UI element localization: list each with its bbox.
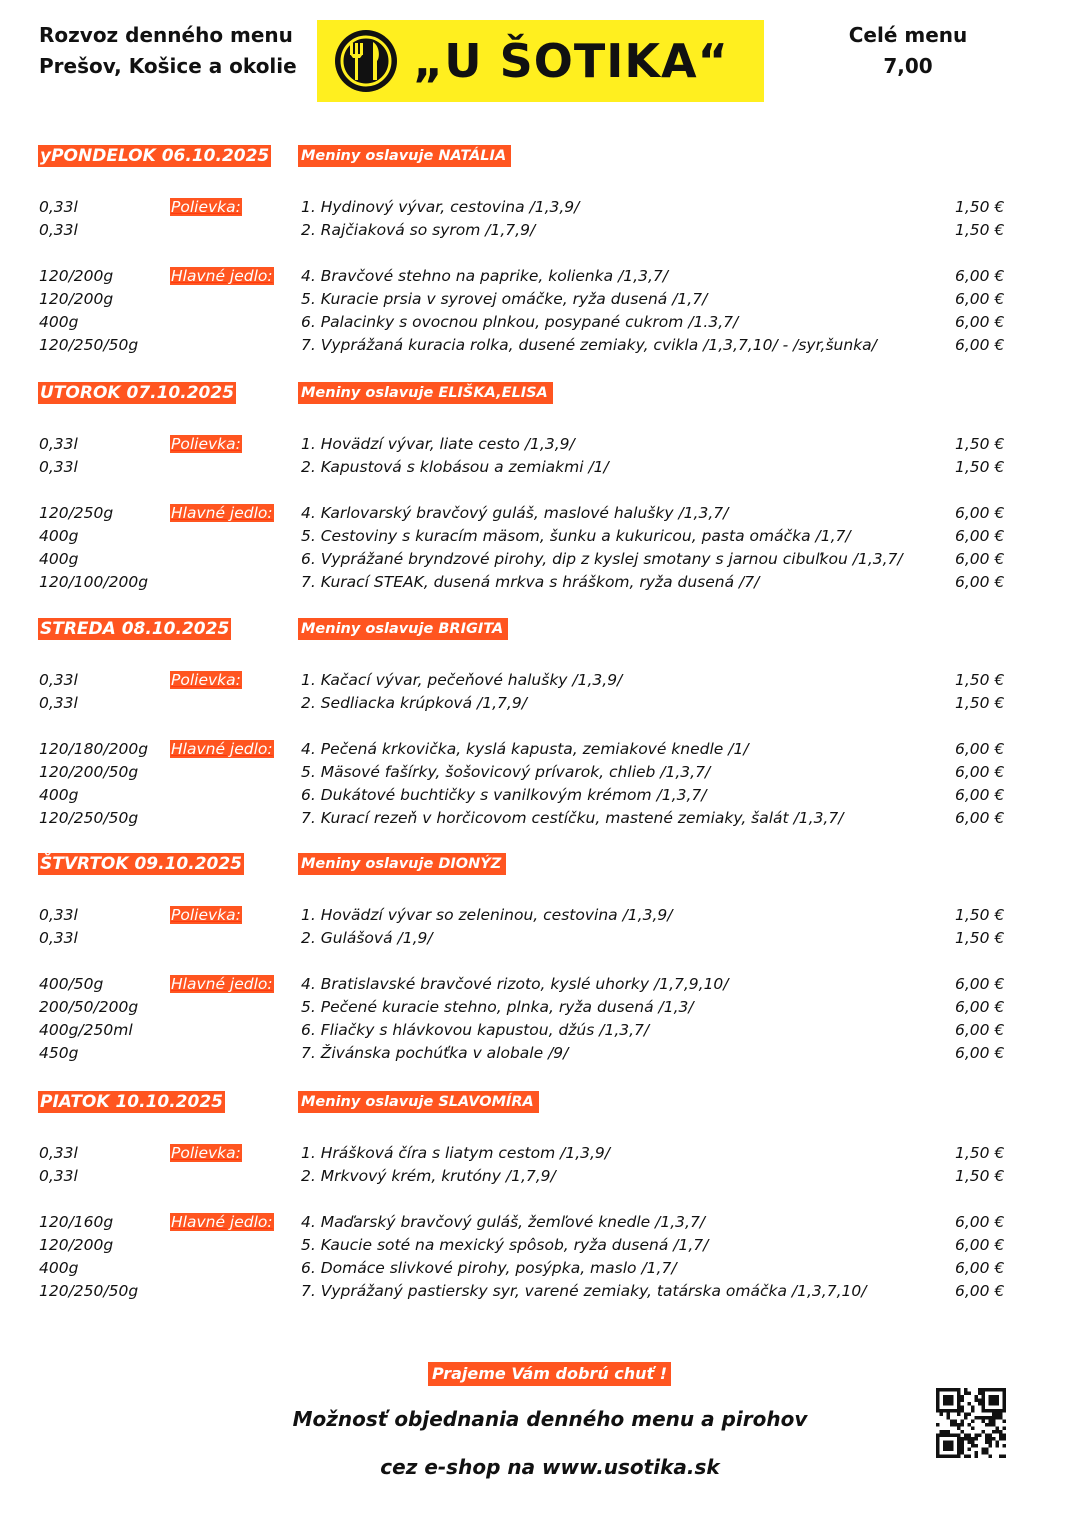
dish-name: 7. Vyprážaný pastiersky syr, varené zemiaky, tatárska omáčka /1,3,7,10/ (301, 1282, 867, 1300)
menu-row (0, 761, 1076, 784)
portion-size: 450g (39, 1044, 79, 1062)
menu-row (0, 219, 1076, 242)
dish-name: 7. Vyprážaná kuracia rolka, dusené zemiaky, cvikla /1,3,7,10/ - /syr,šunka/ (301, 336, 877, 354)
portion-size: 400/50g (39, 975, 104, 993)
restaurant-logo (317, 20, 764, 102)
portion-size: 120/250/50g (39, 1282, 139, 1300)
menu-row (0, 571, 1076, 594)
dish-name: 6. Palacinky s ovocnou plnkou, posypané cukrom /1.3,7/ (301, 313, 739, 331)
dish-price: 1,50 € (955, 1167, 1005, 1185)
category-label (170, 904, 242, 927)
dish-name: 2. Kapustová s klobásou a zemiakmi /1/ (301, 458, 609, 476)
menu-row (0, 548, 1076, 571)
eshop-info: cez e-shop na www.usotika.sk (380, 1455, 720, 1479)
logo-text: „U ŠOTIKA“ (413, 34, 729, 88)
dish-name: 1. Hydinový vývar, cestovina /1,3,9/ (301, 198, 580, 216)
portion-size: 120/200/50g (39, 763, 139, 781)
dish-name: 6. Domáce slivkové pirohy, posýpka, maslo /1,7/ (301, 1259, 677, 1277)
header-right (838, 20, 978, 82)
menu-row (0, 1211, 1076, 1234)
portion-size: 0,33l (39, 458, 78, 476)
dish-price: 6,00 € (955, 809, 1005, 827)
portion-size: 400g (39, 786, 79, 804)
dish-name: 4. Bravčové stehno na paprike, kolienka /1,3,7/ (301, 267, 668, 285)
dish-name: 2. Rajčiaková so syrom /1,7,9/ (301, 221, 536, 239)
category-text: Hlavné jedlo: (171, 975, 273, 993)
dish-name: 4. Pečená krkovička, kyslá kapusta, zemiakové knedle /1/ (301, 740, 749, 758)
fork-knife-icon (333, 28, 399, 94)
category-label (170, 1142, 242, 1165)
menu-row (0, 334, 1076, 357)
portion-size: 0,33l (39, 694, 78, 712)
portion-size: 200/50/200g (39, 998, 139, 1016)
full-menu-label: Celé menu (848, 23, 968, 47)
dish-name: 6. Fliačky s hlávkovou kapustou, džús /1,3,7/ (301, 1021, 650, 1039)
category-label (170, 738, 274, 761)
dish-price: 1,50 € (955, 458, 1005, 476)
dish-price: 1,50 € (955, 929, 1005, 947)
menu-row (0, 288, 1076, 311)
category-label (170, 1211, 274, 1234)
portion-size: 120/250g (39, 504, 114, 522)
menu-row (0, 265, 1076, 288)
dish-price: 1,50 € (955, 221, 1005, 239)
header-left (39, 20, 297, 82)
menu-row (0, 1234, 1076, 1257)
dish-price: 6,00 € (955, 998, 1005, 1016)
dish-price: 1,50 € (955, 671, 1005, 689)
portion-size: 120/200g (39, 290, 114, 308)
dish-name: 2. Sedliacka krúpková /1,7,9/ (301, 694, 527, 712)
day-date-banner: UTOROK 07.10.2025 (40, 383, 235, 403)
dish-price: 6,00 € (955, 740, 1005, 758)
dish-name: 5. Mäsové fašírky, šošovicový prívarok, chlieb /1,3,7/ (301, 763, 711, 781)
menu-row (0, 502, 1076, 525)
category-label (170, 973, 274, 996)
dish-price: 6,00 € (955, 1021, 1005, 1039)
dish-price: 6,00 € (955, 786, 1005, 804)
dish-name: 5. Kuracie prsia v syrovej omáčke, ryža dusená /1,7/ (301, 290, 708, 308)
day-date-banner: PIATOK 10.10.2025 (40, 1092, 223, 1112)
dish-price: 6,00 € (955, 527, 1005, 545)
menu-row (0, 196, 1076, 219)
category-label (170, 502, 274, 525)
dish-name: 1. Hrášková číra s liatym cestom /1,3,9/ (301, 1144, 610, 1162)
dish-price: 6,00 € (955, 313, 1005, 331)
portion-size: 0,33l (39, 671, 78, 689)
portion-size: 120/160g (39, 1213, 114, 1231)
menu-row (0, 311, 1076, 334)
portion-size: 120/250/50g (39, 809, 139, 827)
dish-name: 7. Kurací STEAK, dusená mrkva s hráškom, ryža dusená /7/ (301, 573, 760, 591)
portion-size: 0,33l (39, 1167, 78, 1185)
dish-price: 6,00 € (955, 1236, 1005, 1254)
dish-name: 6. Vyprážané bryndzové pirohy, dip z kyslej smotany s jarnou cibuľkou /1,3,7/ (301, 550, 903, 568)
portion-size: 0,33l (39, 929, 78, 947)
menu-row (0, 784, 1076, 807)
dish-price: 6,00 € (955, 763, 1005, 781)
portion-size: 120/200g (39, 1236, 114, 1254)
bon-appetit-banner: Prajeme Vám dobrú chuť ! (428, 1362, 671, 1386)
menu-row (0, 807, 1076, 830)
dish-price: 6,00 € (955, 1259, 1005, 1277)
dish-price: 6,00 € (955, 504, 1005, 522)
category-text: Polievka: (171, 671, 241, 689)
menu-row (0, 1257, 1076, 1280)
day-date-banner: ŠTVRTOK 09.10.2025 (40, 854, 243, 874)
delivery-area: Prešov, Košice a okolie (39, 54, 297, 78)
dish-price: 6,00 € (955, 1213, 1005, 1231)
menu-row (0, 904, 1076, 927)
day-date-banner: yPONDELOK 06.10.2025 (40, 146, 270, 166)
portion-size: 400g (39, 527, 79, 545)
dish-price: 6,00 € (955, 573, 1005, 591)
dish-price: 6,00 € (955, 1282, 1005, 1300)
portion-size: 0,33l (39, 435, 78, 453)
dish-name: 6. Dukátové buchtičky s vanilkovým krémom /1,3,7/ (301, 786, 707, 804)
dish-price: 6,00 € (955, 975, 1005, 993)
menu-row (0, 1142, 1076, 1165)
menu-row (0, 669, 1076, 692)
category-text: Polievka: (171, 906, 241, 924)
dish-name: 4. Bratislavské bravčové rizoto, kyslé uhorky /1,7,9,10/ (301, 975, 729, 993)
category-label (170, 669, 242, 692)
dish-name: 2. Mrkvový krém, krutóny /1,7,9/ (301, 1167, 556, 1185)
dish-name: 1. Hovädzí vývar so zeleninou, cestovina /1,3,9/ (301, 906, 673, 924)
delivery-title: Rozvoz denného menu (39, 23, 293, 47)
dish-name: 7. Kurací rezeň v horčicovom cestíčku, mastené zemiaky, šalát /1,3,7/ (301, 809, 844, 827)
dish-price: 1,50 € (955, 435, 1005, 453)
dish-price: 1,50 € (955, 694, 1005, 712)
order-info: Možnosť objednania denného menu a pirohov (292, 1407, 808, 1431)
portion-size: 0,33l (39, 1144, 78, 1162)
category-label (170, 196, 242, 219)
portion-size: 0,33l (39, 221, 78, 239)
dish-name: 5. Kaucie soté na mexický spôsob, ryža dusená /1,7/ (301, 1236, 709, 1254)
menu-row (0, 1042, 1076, 1065)
nameday-banner: Meniny oslavuje ELIŠKA,ELISA (298, 382, 553, 404)
category-label (170, 433, 242, 456)
menu-row (0, 996, 1076, 1019)
category-text: Polievka: (171, 198, 241, 216)
portion-size: 0,33l (39, 906, 78, 924)
dish-price: 1,50 € (955, 198, 1005, 216)
category-text: Hlavné jedlo: (171, 267, 273, 285)
portion-size: 0,33l (39, 198, 78, 216)
menu-row (0, 433, 1076, 456)
menu-row (0, 1019, 1076, 1042)
dish-price: 6,00 € (955, 550, 1005, 568)
portion-size: 120/180/200g (39, 740, 149, 758)
dish-price: 6,00 € (955, 267, 1005, 285)
day-date-banner: STREDA 08.10.2025 (40, 619, 230, 639)
portion-size: 120/200g (39, 267, 114, 285)
dish-price: 1,50 € (955, 906, 1005, 924)
dish-name: 1. Kačací vývar, pečeňové halušky /1,3,9/ (301, 671, 623, 689)
category-label (170, 265, 274, 288)
portion-size: 400g/250ml (39, 1021, 133, 1039)
portion-size: 400g (39, 1259, 79, 1277)
dish-name: 4. Maďarský bravčový guláš, žemľové knedle /1,3,7/ (301, 1213, 706, 1231)
dish-price: 6,00 € (955, 336, 1005, 354)
dish-name: 7. Živánska pochúťka v alobale /9/ (301, 1044, 569, 1062)
portion-size: 400g (39, 550, 79, 568)
menu-row (0, 738, 1076, 761)
dish-name: 4. Karlovarský bravčový guláš, maslové halušky /1,3,7/ (301, 504, 729, 522)
menu-row (0, 1280, 1076, 1303)
menu-row (0, 692, 1076, 715)
category-text: Hlavné jedlo: (171, 1213, 273, 1231)
dish-price: 6,00 € (955, 290, 1005, 308)
nameday-banner: Meniny oslavuje BRIGITA (298, 618, 508, 640)
dish-price: 1,50 € (955, 1144, 1005, 1162)
menu-row (0, 1165, 1076, 1188)
portion-size: 120/250/50g (39, 336, 139, 354)
menu-row (0, 973, 1076, 996)
dish-name: 2. Gulášová /1,9/ (301, 929, 433, 947)
qr-code-icon (932, 1388, 1010, 1458)
menu-row (0, 927, 1076, 950)
category-text: Hlavné jedlo: (171, 504, 273, 522)
dish-name: 1. Hovädzí vývar, liate cesto /1,3,9/ (301, 435, 575, 453)
nameday-banner: Meniny oslavuje SLAVOMÍRA (298, 1091, 539, 1113)
menu-row (0, 525, 1076, 548)
dish-name: 5. Pečené kuracie stehno, plnka, ryža dusená /1,3/ (301, 998, 694, 1016)
dish-price: 6,00 € (955, 1044, 1005, 1062)
category-text: Hlavné jedlo: (171, 740, 273, 758)
category-text: Polievka: (171, 1144, 241, 1162)
portion-size: 120/100/200g (39, 573, 149, 591)
dish-name: 5. Cestoviny s kuracím mäsom, šunku a kukuricou, pasta omáčka /1,7/ (301, 527, 851, 545)
portion-size: 400g (39, 313, 79, 331)
category-text: Polievka: (171, 435, 241, 453)
menu-row (0, 456, 1076, 479)
full-menu-price: 7,00 (883, 54, 933, 78)
nameday-banner: Meniny oslavuje NATÁLIA (298, 145, 511, 167)
nameday-banner: Meniny oslavuje DIONÝZ (298, 853, 506, 875)
